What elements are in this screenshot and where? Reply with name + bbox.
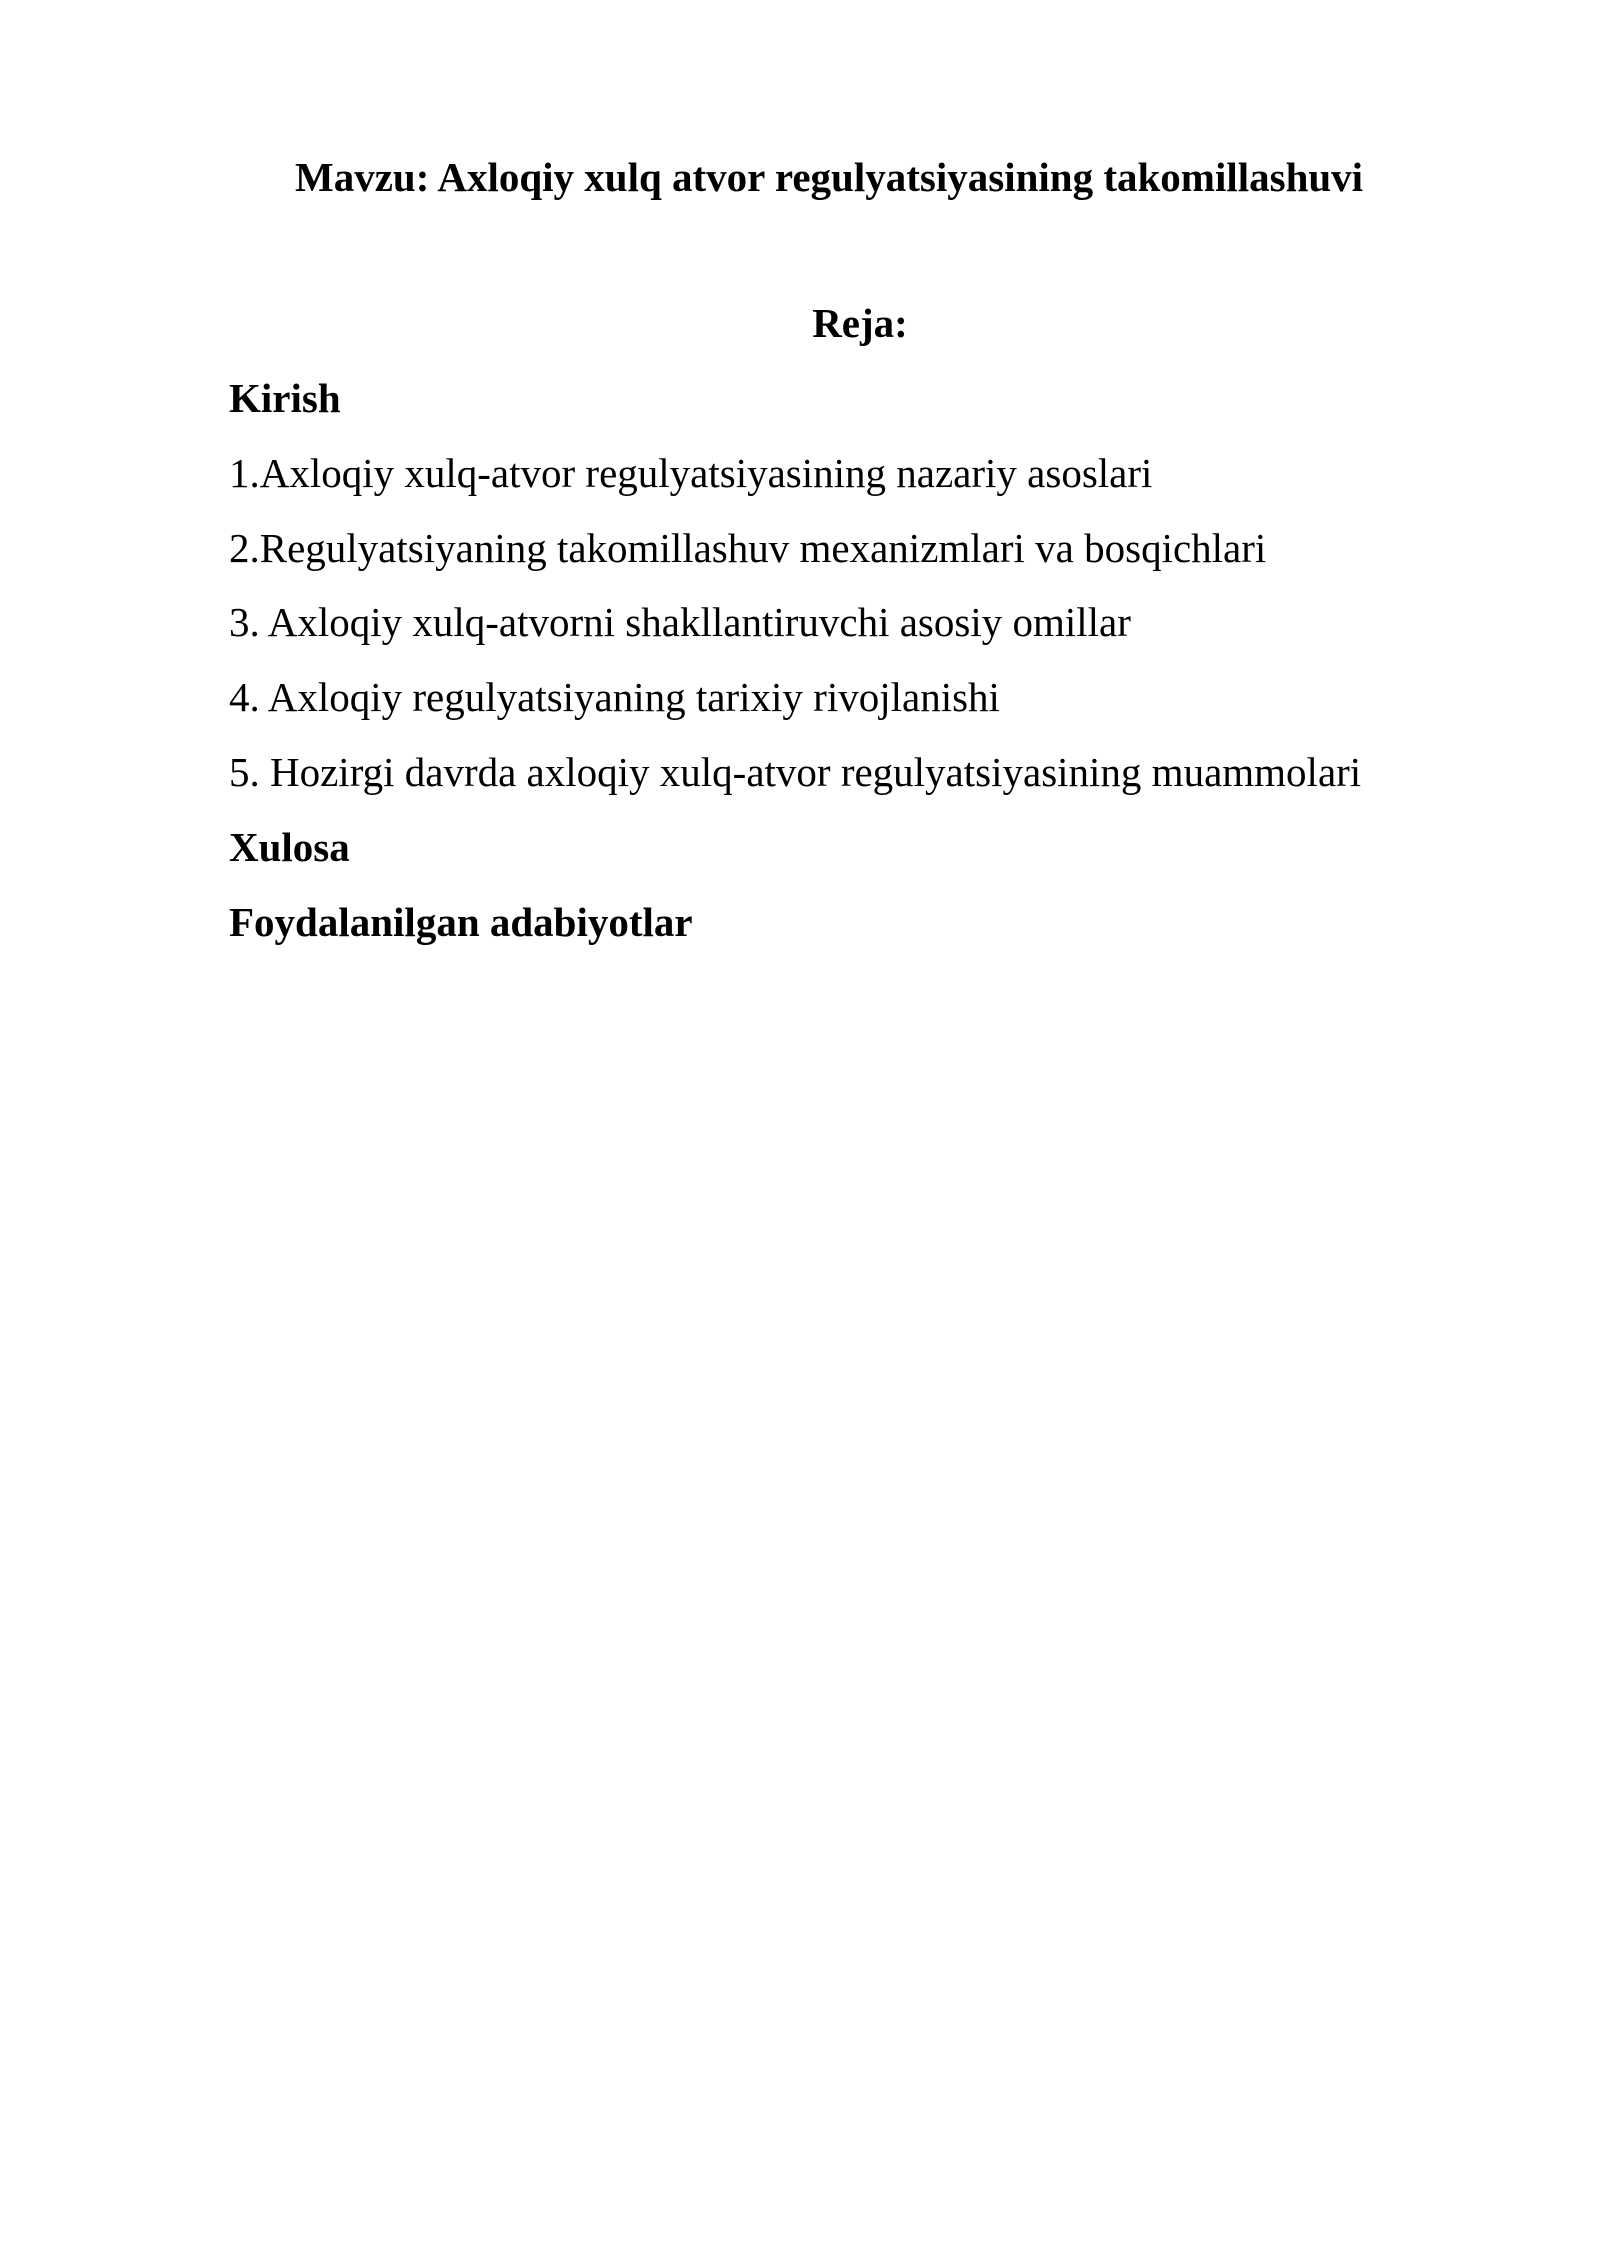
plan-item: 3. Axloqiy xulq-atvorni shakllantiruvchi asosiy omillar: [229, 599, 1131, 645]
references-heading: Foydalanilgan adabiyotlar: [229, 899, 693, 945]
plan-item: 1.Axloqiy xulq-atvor regulyatsiyasining nazariy asoslari: [229, 450, 1153, 496]
plan-item: 5. Hozirgi davrda axloqiy xulq-atvor regulyatsiyasining muammolari: [229, 749, 1362, 795]
conclusion-heading: Xulosa: [229, 824, 350, 870]
plan-item: 4. Axloqiy regulyatsiyaning tarixiy rivojlanishi: [229, 674, 1000, 720]
document-title: Mavzu: Axloqiy xulq atvor regulyatsiyasining takomillashuvi: [295, 154, 1364, 200]
intro-heading: Kirish: [229, 375, 341, 421]
plan-item: 2.Regulyatsiyaning takomillashuv mexanizmlari va bosqichlari: [229, 525, 1267, 571]
plan-heading: Reja:: [812, 300, 908, 346]
